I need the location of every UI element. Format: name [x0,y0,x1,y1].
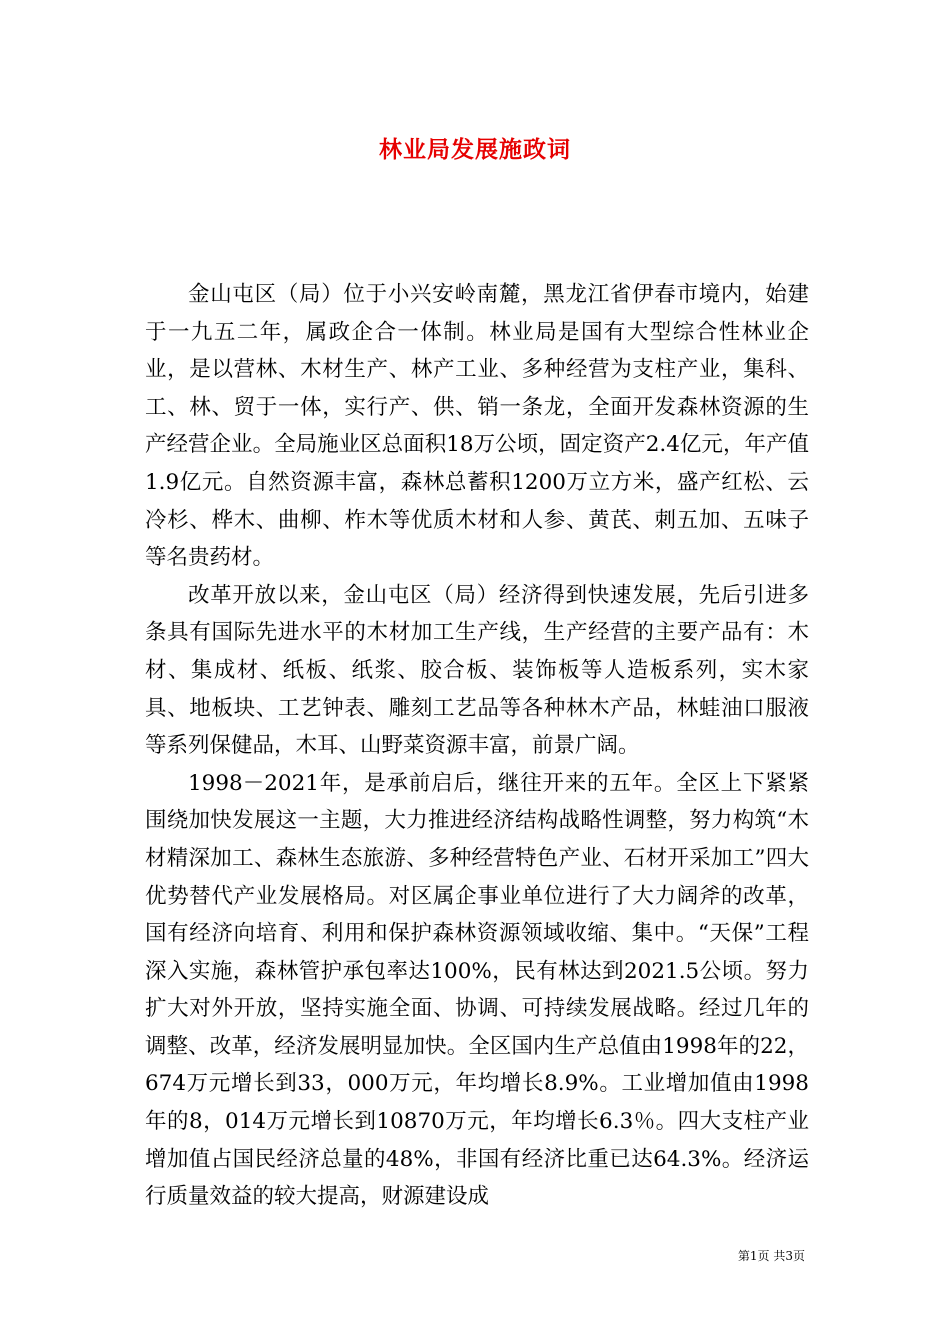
paragraph-2: 改革开放以来，金山屯区（局）经济得到快速发展，先后引进多条具有国际先进水平的木材加工生产线，生产经营的主要产品有：木材、集成材、纸板、纸浆、胶合板、装饰板等人造板系列，实木家具、地板块、工艺钟表、雕刻工艺品等各种林木产品，林蛙油口服液等系列保健品，木耳、山野菜资源丰富，前景广阔。 [145,582,809,759]
paragraph-3: 1998－2021年，是承前启后，继往开来的五年。全区上下紧紧围绕加快发展这一主题，大力推进经济结构战略性调整，努力构筑“木材精深加工、森林生态旅游、多种经营特色产业、石材开采加工”四大优势替代产业发展格局。对区属企事业单位进行了大力阔斧的改革，国有经济向培育、利用和保护森林资源领域收缩、集中。“天保”工程深入实施，森林管护承包率达100%，民有林达到2021.5公顷。努力扩大对外开放，坚持实施全面、协调、可持续发展战略。经过几年的调整、改革，经济发展明显加快。全区国内生产总值由1998年的22，674万元增长到33，000万元，年均增长8.9%。工业增加值由1998年的8，014万元增长到10870万元，年均增长6.3％。四大支柱产业增加值占国民经济总量的48%，非国有经济比重已达64.3%。经济运行质量效益的较大提高，财源建设成 [145,770,809,1210]
page-title: 林业局发展施政词 [379,136,571,163]
paragraph-1: 金山屯区（局）位于小兴安岭南麓，黑龙江省伊春市境内，始建于一九五二年，属政企合一体制。林业局是国有大型综合性林业企业，是以营林、木材生产、林产工业、多种经营为支柱产业，集科、工、林、贸于一体，实行产、供、销一条龙，全面开发森林资源的生产经营企业。全局施业区总面积18万公顷，固定资产2.4亿元，年产值1.9亿元。自然资源丰富，森林总蓄积1200万立方米，盛产红松、云冷杉、桦木、曲柳、柞木等优质木材和人参、黄芪、刺五加、五味子等名贵药材。 [145,282,809,571]
page-number: 第1页 共3页 [737,1249,805,1263]
document-body [145,276,809,1216]
